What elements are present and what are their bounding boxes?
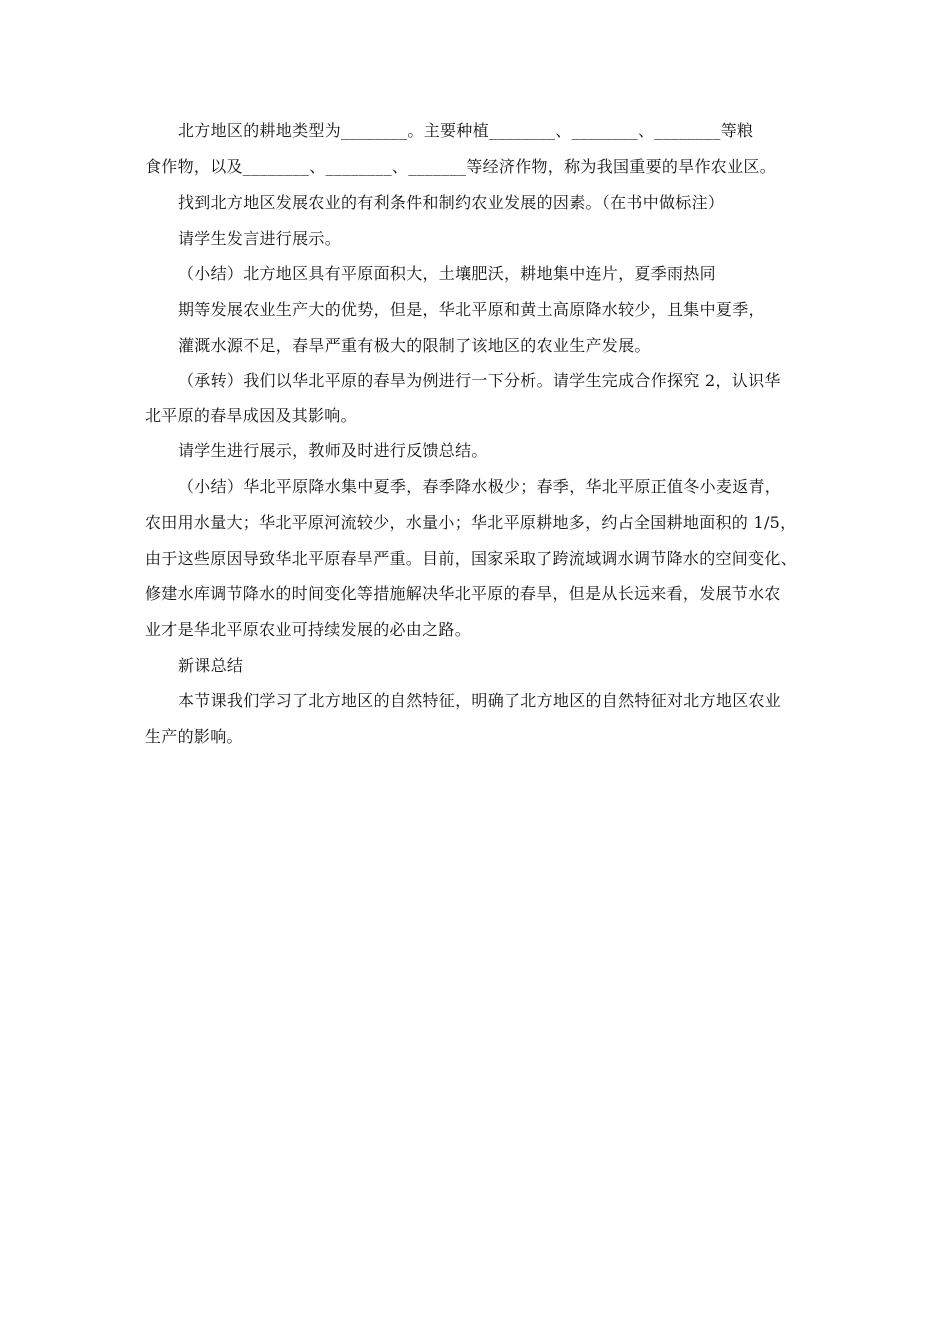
paragraph-line: 修建水库调节降水的时间变化等措施解决华北平原的春旱，但是从长远来看，发展节水农 xyxy=(145,584,781,603)
paragraph-line: 北方地区的耕地类型为________。主要种植________、________、________等粮 xyxy=(178,121,754,140)
paragraph-line: 食作物，以及________、________、_______等经济作物，称为我国重要的旱作农业区。 xyxy=(145,157,777,176)
paragraph-line: 北平原的春旱成因及其影响。 xyxy=(145,406,357,425)
paragraph-line: 农田用水量大；华北平原河流较少，水量小；华北平原耕地多，约占全国耕地面积的 1/5， xyxy=(145,513,797,532)
paragraph-line: 灌溉水源不足，春旱严重有极大的限制了该地区的农业生产发展。 xyxy=(178,336,651,355)
paragraph-line: 生产的影响。 xyxy=(145,727,243,746)
paragraph-line: 请学生进行展示，教师及时进行反馈总结。 xyxy=(178,441,488,460)
paragraph-line: （承转）我们以华北平原的春旱为例进行一下分析。请学生完成合作探究 2，认识华 xyxy=(178,371,781,390)
paragraph-line: 由于这些原因导致华北平原春旱严重。目前，国家采取了跨流域调水调节降水的空间变化、 xyxy=(145,549,798,568)
paragraph-line: 请学生发言进行展示。 xyxy=(178,229,342,248)
paragraph-line: 找到北方地区发展农业的有利条件和制约农业发展的因素。（在书中做标注） xyxy=(178,193,725,212)
paragraph-line: （小结）华北平原降水集中夏季，春季降水极少；春季，华北平原正值冬小麦返青， xyxy=(178,477,782,496)
paragraph-line: 期等发展农业生产大的优势，但是，华北平原和黄土高原降水较少，且集中夏季， xyxy=(178,300,765,319)
paragraph-line: 本节课我们学习了北方地区的自然特征，明确了北方地区的自然特征对北方地区农业 xyxy=(178,691,782,710)
paragraph-line: （小结）北方地区具有平原面积大，土壤肥沃，耕地集中连片，夏季雨热同 xyxy=(178,264,716,283)
paragraph-line: 业才是华北平原农业可持续发展的必由之路。 xyxy=(145,620,472,639)
section-heading: 新课总结 xyxy=(178,656,244,675)
